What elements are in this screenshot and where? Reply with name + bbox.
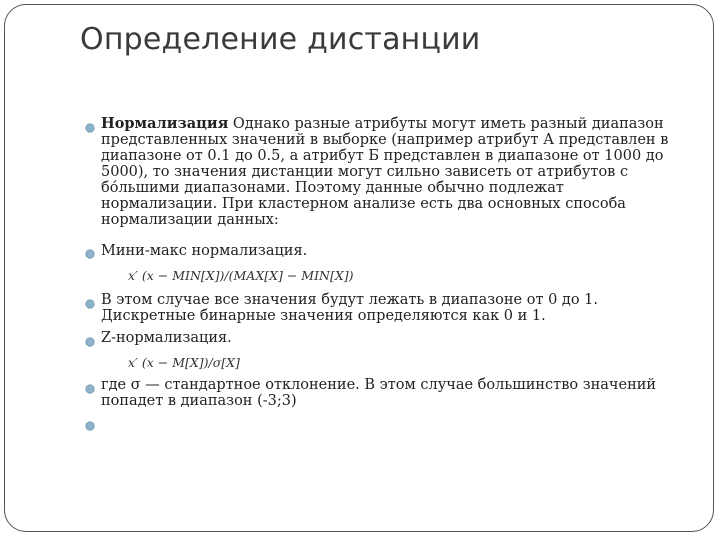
bullet-bold-label: Нормализация (101, 115, 229, 132)
bullet-text-sigma: где σ — стандартное отклонение. В этом случае большинство значений попадет в диапазон (-3;3) (101, 377, 657, 409)
bullet-text-normalization (101, 116, 681, 228)
bullet-body: Однако разные атрибуты могут иметь разный диапазон представленных значений в выборке (например атрибут А представлен в диапазоне от 0.1 до 0.5, а атрибут Б представлен в диапазоне от 1000 до 5000), то значения дистанции могут сильно зависеть от атрибутов с бо́льшими диапазонами. Поэтому данные обычно подлежат нормализации. При кластерном анализе есть два основных способа нормализации данных: (101, 116, 669, 228)
slide-title: Определение дистанции (80, 22, 481, 57)
bullet-text-z: Z-нормализация. (101, 330, 232, 346)
slide-frame (4, 4, 714, 532)
formula-minmax: x′ (x − MIN[X])/(MAX[X] − MIN[X]) (128, 268, 354, 283)
bullet-icon (83, 419, 97, 433)
bullet-icon (83, 247, 97, 261)
formula-z: x′ (x − M[X])/σ[X] (128, 355, 240, 370)
bullet-icon (83, 297, 97, 311)
bullet-icon (83, 335, 97, 349)
bullet-text-range: В этом случае все значения будут лежать в диапазоне от 0 до 1. Дискретные бинарные значения определяются как 0 и 1. (101, 292, 599, 324)
bullet-icon (83, 121, 97, 135)
bullet-icon (83, 382, 97, 396)
bullet-text-minmax: Мини-макс нормализация. (101, 243, 308, 259)
